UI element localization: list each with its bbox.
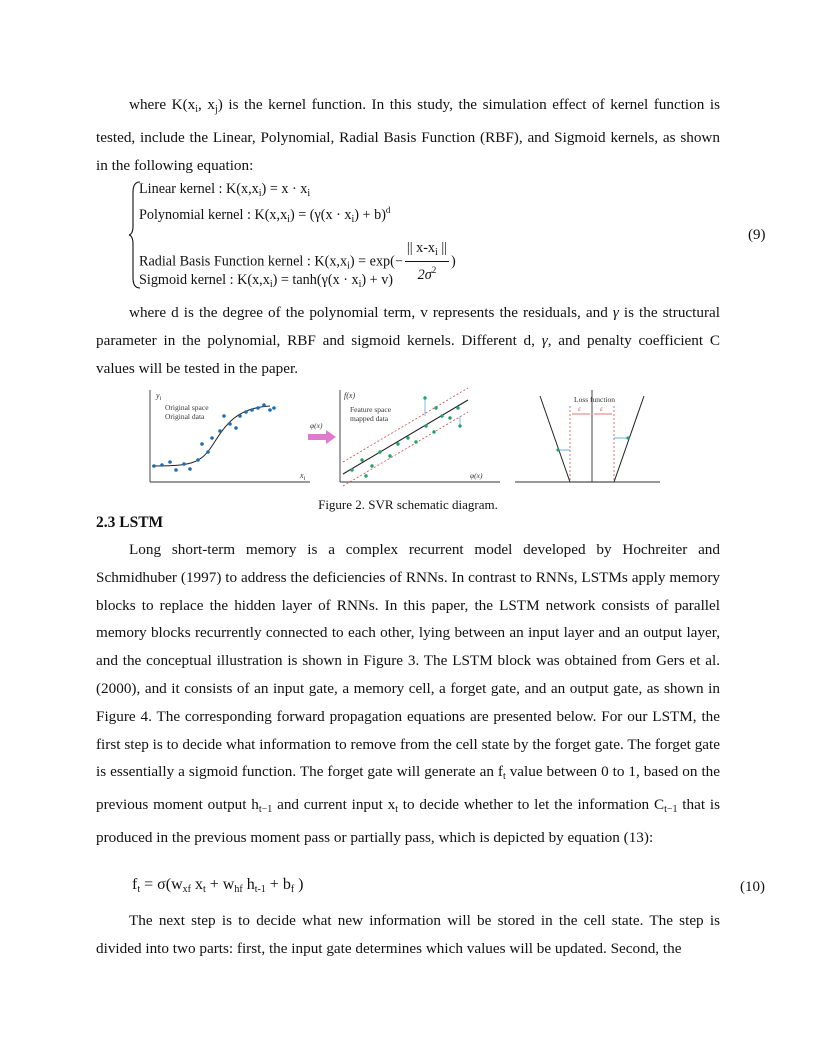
equation-sigmoid-kernel: Sigmoid kernel : $K(x,x_i) = \tanh(\gamma(x \cdot x_i) + v)$ <box>139 272 394 290</box>
figure-caption: Figure 2. SVR schematic diagram. <box>318 497 498 512</box>
mapping-arrow <box>308 421 336 444</box>
p2-legend-2: mapped data <box>350 414 389 423</box>
section-heading-lstm: 2.3 LSTM <box>96 514 164 531</box>
epsilon-right: ε <box>600 405 603 413</box>
text: , x <box>198 96 215 113</box>
equation-polynomial-kernel: Polynomial kernel : $K(x,x_i) = (\gamma(x \cdot x_i) + b)^d$ <box>139 205 391 225</box>
panel-loss-function <box>515 390 660 482</box>
p1-xlabel: $x_i$ <box>300 471 306 482</box>
svr-schematic-figure <box>140 386 660 490</box>
epsilon-left: ε <box>578 405 581 413</box>
equation-rbf-kernel: Radial Basis Function kernel : $K(x,x_i) = \exp(-$ $\frac{|| x-x_i ||}{2\sigma^2}$ ) <box>139 240 456 283</box>
panel-original-space <box>150 390 310 482</box>
p1-legend-2: Original data <box>165 412 205 421</box>
p1-ylabel: $y_i$ <box>156 391 162 402</box>
paragraph-kernel-params: where d is the degree of the polynomial term, v represents the residuals, and γ is the structural parameter in the polynomial, RBF and sigmoid kernels. Different d, γ, and penalty coefficient C values will be tested in the paper. <box>96 304 720 377</box>
text: ) is the kernel function. In this study, the simulation effect of kernel function is tested, include the Linear, Polynomial, Radial Basis Function (RBF), and Sigmoid kernels, as shown in the following equation: <box>96 96 721 174</box>
p2-legend-1: Feature space <box>350 405 392 414</box>
p3-label: Loss function <box>574 395 616 404</box>
p2-xlabel: φ(x) <box>470 471 483 480</box>
p2-ylabel: f(x) <box>344 391 356 400</box>
subscript: j <box>214 104 218 115</box>
paragraph-lstm: Long short-term memory is a complex recurrent model developed by Hochreiter and Schmidhuber (1997) to address the deficiencies of RNNs. In contrast to RNNs, LSTMs apply memory blocks to replace the hidden layer of RNNs. In this paper, the LSTM network consists of parallel memory blocks recurrently connected to each other, lying between an input layer and an output layer, and the conceptual illustration is shown in Figure 3. The LSTM block was obtained from Gers et al. (2000), and it consists of an input gate, a memory cell, a forget gate, and an output gate, as shown in Figure 4. The corresponding forward propagation equations are presented below. For our LSTM, the first step is to decide what information to remove from the cell state by the forget gate. The forget gate is essentially a sigmoid function. The forget gate will generate an $f_t$ value between 0 to 1, based on the previous moment output $h_{t-1}$ and current input $x_t$ to decide whether to let the information $C_{t-1}$ that is produced in the previous moment pass or partially pass, which is depicted by equation (13): <box>96 541 721 846</box>
equation-forget-gate: $f_t = \sigma(w_{xf}$ $x_t + w_{hf}$ $h_{t-1} + b_f$ ) <box>132 876 304 895</box>
subscript: i <box>195 104 199 115</box>
equation-number-10: (10) <box>740 879 765 895</box>
equation-number-9: (9) <box>748 227 766 243</box>
equation-linear-kernel: Linear kernel : $K(x,x_i) = x \cdot x_i$ <box>139 181 311 199</box>
paragraph-cell-state: The next step is to decide what new information will be stored in the cell state. The step is divided into two parts: first, the input gate determines which values will be updated. Second, the <box>96 912 720 957</box>
p1-legend-1: Original space <box>165 403 209 412</box>
text: where K(x <box>129 96 196 113</box>
rbf-fraction: $\frac{|| x-x_i ||}{2\sigma^2}$ <box>406 240 448 283</box>
paragraph-kernel-intro <box>96 91 720 179</box>
panel-feature-space <box>340 388 500 486</box>
arrow-label: φ(x) <box>310 421 323 430</box>
